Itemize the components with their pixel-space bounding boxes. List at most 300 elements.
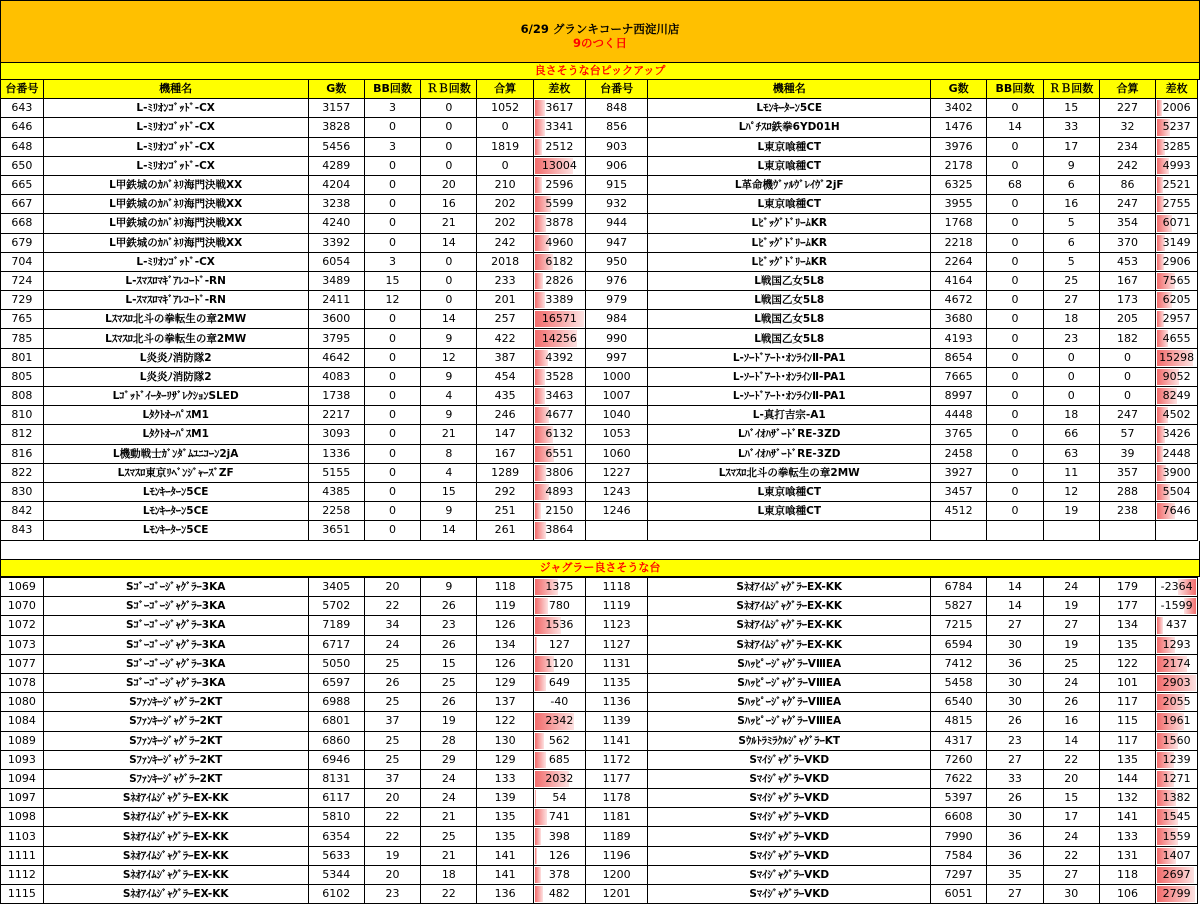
left-rb-count: 0 [421, 271, 477, 290]
left-machine-name: Lﾓﾝｷｰﾀｰﾝ5CE [43, 482, 308, 501]
left-game-count: 5344 [308, 865, 364, 884]
table-row [1, 885, 1198, 904]
left-machine-number: 1093 [1, 750, 44, 769]
right-coin-diff [1156, 693, 1198, 712]
diff-value: 1560 [1162, 733, 1191, 747]
table-row [1, 99, 1198, 118]
left-coin-diff [533, 99, 585, 118]
left-coin-diff [533, 118, 585, 137]
left-combined-rate: 126 [477, 616, 533, 635]
left-rb-count: 9 [421, 329, 477, 348]
right-coin-diff [1156, 885, 1198, 904]
diff-value: 3617 [545, 101, 574, 115]
left-combined-rate: 1052 [477, 99, 533, 118]
diff-bar [535, 809, 548, 825]
left-bb-count: 0 [364, 118, 420, 137]
left-machine-name: SﾈｵｱｲﾑｼﾞｬｸﾞﾗｰEX-KK [43, 865, 308, 884]
table-row [1, 406, 1198, 425]
left-bb-count: 0 [364, 521, 420, 540]
right-bb-count: 14 [987, 597, 1043, 616]
table-row [1, 865, 1198, 884]
left-game-count: 3489 [308, 271, 364, 290]
right-coin-diff [1156, 769, 1198, 788]
right-game-count: 4193 [931, 329, 987, 348]
right-machine-name: SﾈｵｱｲﾑｼﾞｬｸﾞﾗｰEX-KK [648, 597, 931, 616]
left-coin-diff [533, 521, 585, 540]
table-row [1, 654, 1198, 673]
column-header: G数 [308, 80, 364, 99]
left-game-count: 3157 [308, 99, 364, 118]
right-game-count [931, 521, 987, 540]
right-combined-rate: 177 [1099, 597, 1155, 616]
left-rb-count: 0 [421, 291, 477, 310]
right-combined-rate [1099, 521, 1155, 540]
right-combined-rate: 32 [1099, 118, 1155, 137]
left-machine-name: Sｺﾞｰｺﾞｰｼﾞｬｸﾞﾗｰ3KA [43, 635, 308, 654]
left-combined-rate: 233 [477, 271, 533, 290]
right-machine-number: 1243 [585, 482, 648, 501]
left-combined-rate: 129 [477, 750, 533, 769]
right-bb-count: 23 [987, 731, 1043, 750]
right-bb-count: 0 [987, 463, 1043, 482]
left-machine-number: 1098 [1, 808, 44, 827]
left-bb-count: 0 [364, 463, 420, 482]
right-machine-number: 1007 [585, 387, 648, 406]
right-machine-name: SﾊｯﾋﾟｰｼﾞｬｸﾞﾗｰVⅢEA [648, 654, 931, 673]
diff-value: 13004 [541, 158, 577, 172]
left-machine-name: LﾀｸﾄｵｰﾊﾟｽM1 [43, 425, 308, 444]
left-machine-name: L甲鉄城のｶﾊﾞﾈﾘ海門決戦XX [43, 233, 308, 252]
right-rb-count: 22 [1043, 750, 1099, 769]
diff-value: 1536 [545, 618, 574, 632]
diff-value: 8249 [1162, 389, 1191, 403]
left-game-count: 6597 [308, 673, 364, 692]
right-combined-rate: 57 [1099, 425, 1155, 444]
diff-value: 2032 [545, 771, 574, 785]
right-game-count: 7260 [931, 750, 987, 769]
right-bb-count: 0 [987, 425, 1043, 444]
left-coin-diff [533, 597, 585, 616]
right-bb-count: 30 [987, 693, 1043, 712]
diff-value: 741 [548, 810, 570, 824]
left-combined-rate: 387 [477, 348, 533, 367]
right-rb-count: 16 [1043, 712, 1099, 731]
right-machine-number: 950 [585, 252, 648, 271]
right-machine-number: 1196 [585, 846, 648, 865]
diff-value: 4502 [1162, 408, 1191, 422]
left-coin-diff [533, 444, 585, 463]
left-combined-rate: 201 [477, 291, 533, 310]
right-bb-count: 0 [987, 348, 1043, 367]
diff-value: 2906 [1162, 254, 1191, 268]
right-combined-rate: 288 [1099, 482, 1155, 501]
left-machine-name: Sﾌｧﾝｷｰｼﾞｬｸﾞﾗｰ2KT [43, 731, 308, 750]
right-rb-count: 19 [1043, 502, 1099, 521]
diff-value: 2903 [1162, 676, 1191, 690]
right-machine-name: LﾋﾞｯｸﾞﾄﾞﾘｰﾑKR [648, 233, 931, 252]
left-bb-count: 0 [364, 387, 420, 406]
right-machine-number: 1053 [585, 425, 648, 444]
left-bb-count: 15 [364, 271, 420, 290]
left-bb-count: 20 [364, 578, 420, 597]
right-machine-name: SﾊｯﾋﾟｰｼﾞｬｸﾞﾗｰVⅢEA [648, 712, 931, 731]
right-bb-count: 0 [987, 252, 1043, 271]
left-bb-count: 0 [364, 195, 420, 214]
diff-value: 4960 [545, 235, 574, 249]
right-rb-count: 25 [1043, 654, 1099, 673]
table-row [1, 635, 1198, 654]
table-row [1, 597, 1198, 616]
right-rb-count: 25 [1043, 271, 1099, 290]
table-row [1, 310, 1198, 329]
right-combined-rate: 122 [1099, 654, 1155, 673]
table-row [1, 233, 1198, 252]
left-game-count: 6102 [308, 885, 364, 904]
right-machine-number: 997 [585, 348, 648, 367]
left-bb-count: 0 [364, 310, 420, 329]
right-rb-count: 14 [1043, 731, 1099, 750]
table-row [1, 463, 1198, 482]
left-machine-number: 668 [1, 214, 44, 233]
left-rb-count: 0 [421, 156, 477, 175]
left-bb-count: 0 [364, 406, 420, 425]
right-bb-count: 68 [987, 175, 1043, 194]
diff-value: 3341 [545, 120, 574, 134]
right-machine-name: SﾏｲｼﾞｬｸﾞﾗｰVKD [648, 865, 931, 884]
left-coin-diff [533, 463, 585, 482]
right-coin-diff [1156, 252, 1198, 271]
right-coin-diff [1156, 444, 1198, 463]
left-rb-count: 26 [421, 693, 477, 712]
left-machine-number: 1080 [1, 693, 44, 712]
left-rb-count: 24 [421, 769, 477, 788]
right-coin-diff [1156, 233, 1198, 252]
left-combined-rate: 1289 [477, 463, 533, 482]
left-machine-name: L-ﾐﾘｵﾝｺﾞｯﾄﾞ-CX [43, 99, 308, 118]
left-game-count: 2258 [308, 502, 364, 521]
left-bb-count: 3 [364, 99, 420, 118]
right-machine-number: 1060 [585, 444, 648, 463]
right-machine-name: L東京喰種CT [648, 482, 931, 501]
left-bb-count: 0 [364, 214, 420, 233]
left-machine-name: Lﾓﾝｷｰﾀｰﾝ5CE [43, 521, 308, 540]
left-coin-diff [533, 233, 585, 252]
right-bb-count: 14 [987, 578, 1043, 597]
left-coin-diff [533, 846, 585, 865]
left-coin-diff [533, 750, 585, 769]
left-machine-number: 1112 [1, 865, 44, 884]
right-machine-name: L-ｿｰﾄﾞｱｰﾄ･ｵﾝﾗｲﾝⅡ-PA1 [648, 367, 931, 386]
left-bb-count: 0 [364, 367, 420, 386]
table-row [1, 348, 1198, 367]
left-game-count: 3651 [308, 521, 364, 540]
diff-value: 2755 [1162, 197, 1191, 211]
left-combined-rate: 167 [477, 444, 533, 463]
left-machine-number: 810 [1, 406, 44, 425]
left-machine-number: 1094 [1, 769, 44, 788]
right-coin-diff [1156, 712, 1198, 731]
left-bb-count: 22 [364, 808, 420, 827]
right-machine-number: 932 [585, 195, 648, 214]
left-coin-diff [533, 808, 585, 827]
left-machine-name: L-ｽﾏｽﾛﾏｷﾞｱﾚｺｰﾄﾞ-RN [43, 271, 308, 290]
right-game-count: 4672 [931, 291, 987, 310]
right-rb-count: 24 [1043, 827, 1099, 846]
left-bb-count: 20 [364, 865, 420, 884]
diff-value: 1293 [1162, 637, 1191, 651]
right-bb-count: 30 [987, 673, 1043, 692]
right-rb-count: 63 [1043, 444, 1099, 463]
right-coin-diff [1156, 291, 1198, 310]
column-header: BB回数 [987, 80, 1043, 99]
right-game-count: 3955 [931, 195, 987, 214]
right-machine-name [648, 521, 931, 540]
left-rb-count: 9 [421, 502, 477, 521]
column-header: 機種名 [43, 80, 308, 99]
diff-value: 6205 [1162, 293, 1191, 307]
diff-value: 1407 [1162, 848, 1191, 862]
left-game-count: 3795 [308, 329, 364, 348]
right-coin-diff [1156, 137, 1198, 156]
table-row [1, 827, 1198, 846]
right-coin-diff [1156, 578, 1198, 597]
table-row [1, 214, 1198, 233]
right-bb-count: 0 [987, 367, 1043, 386]
left-combined-rate: 0 [477, 118, 533, 137]
left-bb-count: 23 [364, 885, 420, 904]
diff-value: 3389 [545, 293, 574, 307]
left-game-count: 6717 [308, 635, 364, 654]
right-combined-rate: 0 [1099, 348, 1155, 367]
left-bb-count: 0 [364, 329, 420, 348]
right-machine-number: 1040 [585, 406, 648, 425]
right-rb-count: 11 [1043, 463, 1099, 482]
left-rb-count: 21 [421, 846, 477, 865]
right-game-count: 2218 [931, 233, 987, 252]
right-combined-rate: 370 [1099, 233, 1155, 252]
right-machine-name: L戦国乙女5L8 [648, 310, 931, 329]
column-header: 合算 [1099, 80, 1155, 99]
diff-bar [535, 675, 546, 691]
left-machine-name: Sﾌｧﾝｷｰｼﾞｬｸﾞﾗｰ2KT [43, 693, 308, 712]
right-bb-count: 27 [987, 616, 1043, 635]
left-rb-count: 9 [421, 578, 477, 597]
table-row [1, 367, 1198, 386]
right-machine-number: 1141 [585, 731, 648, 750]
diff-value: 3463 [545, 389, 574, 403]
right-machine-name: SﾏｲｼﾞｬｸﾞﾗｰVKD [648, 885, 931, 904]
left-bb-count: 3 [364, 252, 420, 271]
right-coin-diff [1156, 310, 1198, 329]
right-bb-count: 0 [987, 214, 1043, 233]
diff-bar [535, 733, 545, 749]
diff-bar [535, 292, 545, 308]
left-combined-rate: 202 [477, 195, 533, 214]
left-game-count: 4204 [308, 175, 364, 194]
left-combined-rate: 1819 [477, 137, 533, 156]
left-bb-count: 0 [364, 348, 420, 367]
left-bb-count: 0 [364, 482, 420, 501]
table-row [1, 521, 1198, 540]
right-combined-rate: 118 [1099, 865, 1155, 884]
right-machine-number: 856 [585, 118, 648, 137]
right-coin-diff [1156, 616, 1198, 635]
left-machine-number: 1111 [1, 846, 44, 865]
right-rb-count: 15 [1043, 99, 1099, 118]
table-row [1, 789, 1198, 808]
left-coin-diff [533, 502, 585, 521]
right-coin-diff [1156, 846, 1198, 865]
right-coin-diff [1156, 406, 1198, 425]
diff-bar [535, 848, 537, 864]
diff-bar [535, 790, 536, 806]
diff-value: 15298 [1159, 350, 1195, 364]
right-machine-name: L東京喰種CT [648, 156, 931, 175]
column-header: ＲＢ回数 [1043, 80, 1099, 99]
left-machine-number: 679 [1, 233, 44, 252]
table-row [1, 808, 1198, 827]
left-coin-diff [533, 406, 585, 425]
right-coin-diff [1156, 425, 1198, 444]
left-combined-rate: 292 [477, 482, 533, 501]
right-coin-diff [1156, 271, 1198, 290]
right-rb-count: 15 [1043, 789, 1099, 808]
left-rb-count: 15 [421, 654, 477, 673]
right-rb-count: 20 [1043, 769, 1099, 788]
right-game-count: 6325 [931, 175, 987, 194]
pickup-table [0, 79, 1198, 541]
left-machine-name: Lｽﾏｽﾛ北斗の拳転生の章2MW [43, 310, 308, 329]
left-machine-number: 812 [1, 425, 44, 444]
right-coin-diff [1156, 654, 1198, 673]
left-coin-diff [533, 329, 585, 348]
left-combined-rate: 0 [477, 156, 533, 175]
diff-bar [535, 177, 543, 193]
left-combined-rate: 141 [477, 846, 533, 865]
left-rb-count: 14 [421, 521, 477, 540]
right-bb-count: 0 [987, 195, 1043, 214]
left-bb-count: 24 [364, 635, 420, 654]
right-machine-name: SﾏｲｼﾞｬｸﾞﾗｰVKD [648, 750, 931, 769]
right-coin-diff [1156, 673, 1198, 692]
right-machine-number: 915 [585, 175, 648, 194]
left-machine-name: Sﾌｧﾝｷｰｼﾞｬｸﾞﾗｰ2KT [43, 750, 308, 769]
left-coin-diff [533, 387, 585, 406]
right-game-count: 3680 [931, 310, 987, 329]
right-game-count: 6540 [931, 693, 987, 712]
left-game-count: 4385 [308, 482, 364, 501]
left-coin-diff [533, 156, 585, 175]
right-coin-diff [1156, 502, 1198, 521]
left-combined-rate: 134 [477, 635, 533, 654]
left-coin-diff [533, 885, 585, 904]
diff-value: 4655 [1162, 331, 1191, 345]
left-rb-count: 9 [421, 406, 477, 425]
right-rb-count: 27 [1043, 616, 1099, 635]
diff-value: 2596 [545, 178, 574, 192]
right-machine-number: 1177 [585, 769, 648, 788]
right-machine-number: 1127 [585, 635, 648, 654]
left-coin-diff [533, 693, 585, 712]
column-header: 機種名 [648, 80, 931, 99]
table-row [1, 769, 1198, 788]
left-combined-rate: 126 [477, 654, 533, 673]
left-game-count: 1336 [308, 444, 364, 463]
left-game-count: 8131 [308, 769, 364, 788]
left-rb-count: 21 [421, 425, 477, 444]
diff-value: 2697 [1162, 867, 1191, 881]
right-bb-count: 27 [987, 885, 1043, 904]
diff-value: 3806 [545, 465, 574, 479]
column-header: BB回数 [364, 80, 420, 99]
diff-bar [1157, 100, 1162, 116]
right-bb-count: 0 [987, 502, 1043, 521]
right-bb-count: 0 [987, 233, 1043, 252]
left-game-count: 5810 [308, 808, 364, 827]
left-machine-name: SﾈｵｱｲﾑｼﾞｬｸﾞﾗｰEX-KK [43, 846, 308, 865]
left-game-count: 6117 [308, 789, 364, 808]
left-combined-rate: 119 [477, 597, 533, 616]
left-coin-diff [533, 367, 585, 386]
left-machine-number: 816 [1, 444, 44, 463]
right-rb-count: 0 [1043, 348, 1099, 367]
table-row [1, 731, 1198, 750]
table-row [1, 846, 1198, 865]
left-bb-count: 20 [364, 789, 420, 808]
table-row [1, 252, 1198, 271]
left-rb-count: 0 [421, 252, 477, 271]
left-machine-name: SﾈｵｱｲﾑｼﾞｬｸﾞﾗｰEX-KK [43, 789, 308, 808]
right-machine-number: 1119 [585, 597, 648, 616]
header-row [1, 80, 1198, 99]
left-coin-diff [533, 214, 585, 233]
left-combined-rate: 257 [477, 310, 533, 329]
right-coin-diff [1156, 635, 1198, 654]
right-game-count: 5458 [931, 673, 987, 692]
right-combined-rate: 117 [1099, 731, 1155, 750]
right-machine-name: SﾊｯﾋﾟｰｼﾞｬｸﾞﾗｰVⅢEA [648, 693, 931, 712]
left-combined-rate: 139 [477, 789, 533, 808]
right-machine-number: 976 [585, 271, 648, 290]
diff-value: 4993 [1162, 158, 1191, 172]
right-machine-number: 1123 [585, 616, 648, 635]
right-coin-diff [1156, 463, 1198, 482]
diff-value: 2521 [1162, 178, 1191, 192]
right-combined-rate: 173 [1099, 291, 1155, 310]
left-coin-diff [533, 482, 585, 501]
left-game-count: 3093 [308, 425, 364, 444]
diff-value: 5504 [1162, 485, 1191, 499]
right-bb-count: 26 [987, 789, 1043, 808]
right-game-count: 6051 [931, 885, 987, 904]
right-game-count: 7665 [931, 367, 987, 386]
right-combined-rate: 133 [1099, 827, 1155, 846]
diff-value: 127 [548, 637, 570, 651]
column-header: 台番号 [585, 80, 648, 99]
right-combined-rate: 453 [1099, 252, 1155, 271]
left-machine-name: L-ﾐﾘｵﾝｺﾞｯﾄﾞ-CX [43, 137, 308, 156]
right-game-count: 3976 [931, 137, 987, 156]
left-rb-count: 23 [421, 616, 477, 635]
left-machine-number: 704 [1, 252, 44, 271]
right-coin-diff [1156, 789, 1198, 808]
left-game-count: 4289 [308, 156, 364, 175]
diff-value: 54 [552, 791, 567, 805]
right-machine-name: LﾋﾞｯｸﾞﾄﾞﾘｰﾑKR [648, 252, 931, 271]
right-combined-rate: 357 [1099, 463, 1155, 482]
left-bb-count: 37 [364, 769, 420, 788]
right-bb-count: 0 [987, 271, 1043, 290]
